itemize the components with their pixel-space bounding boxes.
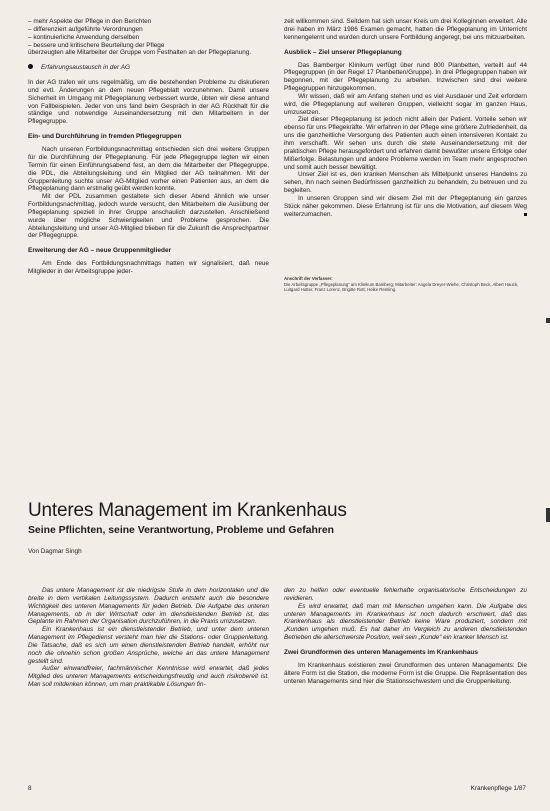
article-column-right-bottom [284, 587, 527, 685]
caption-text: Die Arbeitsgruppe „Pflegeplanung“ am Klinikum Bamberg; Mitarbeiter: Angela Dreyer-Wiehe, Christoph Beck, Albert Hauck, Luitgard Hutter, Franz Lorenz, Brigitte Rott, Heike Remling. [284, 281, 519, 292]
article-author: Von Dagmar Singh [28, 548, 82, 555]
paragraph: In der AG trafen wir uns regelmäßig, um die bestehenden Probleme zu diskutieren und evtl. Änderungen an dem neuen Pflegeblatt vorzunehmen. Damit unsere Sicherheit im Umgang mit Pflegeplanung verbessert wurde, übten wir diese anhand von Fallbeispielen. Jeder von uns fand beim Gespräch in der AG Rückhalt für die ständige und notwendige Auseinandersetzung mit den Mitarbeitern in der Pflegegruppe. [28, 79, 269, 126]
paragraph: Im Krankenhaus existieren zwei Grundformen des unteren Managements: Die ältere Form ist die Station, die moderne Form ist die Gruppe. Die Repräsentation des unteren Managements sind hier die Stationsschwestern und die Gruppenleitung. [284, 661, 527, 685]
article-title: Unteres Management im Krankenhaus [28, 500, 347, 521]
article-column-left-top [28, 18, 269, 276]
paragraph: Ein Krankenhaus ist ein dienstleistender Betrieb, und unter dem unteren Management im Pflegedienst versteht man hier die Stations- oder Gruppenleitung. Die Tatsache, daß es sich um einen dienstleistenden Betrieb handelt, erhöht nur noch die ohnehin schon großen Ansprüche, welche an das untere Management gestellt sind. [28, 626, 269, 665]
paragraph: Das untere Management ist die niedrigste Stufe in dem horizontalen und die breite in dem vertikalen Leitungssystem. Dadurch entsteht auch die besondere Wichtigkeit des unteren Managements für jeden Betrieb. Die Aufgabe des unteren Managements, ob in der Wirtschaft oder im dienstleistenden Betrieb ist, das Geplante im Rahmen der Organisation durchzuführen, in die Praxis umzusetzen. [28, 587, 269, 626]
article-column-right-top [284, 18, 527, 292]
section-heading: Zwei Grundformen des unteren Managements im Krankenhaus [284, 648, 478, 656]
caption-label: Anschrift der Verfasser: [284, 276, 333, 282]
list-item: – bessere und kritischere Beurteilung der Pflege [28, 41, 165, 49]
list-tail: überzeugten alle Mitarbeiter der Gruppe vom Festhalten an der Pflegeplanung. [28, 49, 252, 57]
paragraph: zeit willkommen sind. Seitdem hat sich unser Kreis um drei Kolleginnen erweitert. Alle drei haben im März 1986 Examen gemacht, hatten die Pflegeplanung im Unterricht kennengelernt und wurden durch unsere Fortbildung angeregt, bei uns mitzuarbeiten. [284, 18, 527, 41]
section-heading: Ein- und Durchführung in fremden Pflegegruppen [28, 133, 182, 141]
paragraph-text: In unseren Gruppen sind wir diesem Ziel mit der Pflegeplanung ein ganzes Stück näher gekommen. Diese Erfahrung ist für uns die Motivation, auf diesem Weg weiterzumachen. [284, 194, 527, 218]
list-item: – differenziert aufgeführte Verordnungen [28, 25, 143, 33]
paragraph: Das Bamberger Klinikum verfügt über rund 800 Planbetten, verteilt auf 44 Pflegegruppen (in der Regel 17 Planbetten/Gruppe). In drei Pflegegruppen haben wir begonnen, mit der Pflegeplanung zu arbeiten. Inzwischen sind drei weitere Pflegegruppen hinzugekommen. [284, 61, 527, 93]
paragraph: Am Ende des Fortbildungsnachmittags hatten wir signalisiert, daß neue Mitglieder in der Arbeitsgruppe jeder- [28, 260, 269, 276]
journal-folio: Krankenpflege 1/87 [470, 785, 526, 792]
paragraph: Ziel dieser Pflegeplanung ist jedoch nicht allein der Patient. Vorteile sehen wir ebenso für uns Pflegekräfte. Wir erfahren in der Pflege eine größere Zufriedenheit, da uns die ganzheitliche Versorgung des Patienten auch einen intensiveren Kontakt zu ihm verschafft. Wir sehen uns durch die stete Auseinandersetzung mit der praktischen Pflege herausgefordert und erfahren damit bewußter unsere Erfolge oder Mißerfolge. Belastungen und andere Probleme werden im Team mehr angesprochen und somit auch besser bewältigt. [284, 116, 527, 171]
bullet-dot-icon [28, 64, 33, 69]
paragraph: Unser Ziel ist es, den kranken Menschen als Mittelpunkt unseres Handelns zu sehen, ihn nach seinen Bedürfnissen ganzheitlich zu behandeln, zu betreuen und zu begleiten. [284, 171, 527, 195]
paragraph: den zu helfen oder eventuelle fehlerhafte organisatorische Entscheidungen zu revidieren. [284, 587, 527, 602]
scan-edge-mark [546, 508, 550, 522]
author-caption [284, 276, 527, 292]
bullet-heading [28, 64, 269, 72]
scan-edge-mark [546, 318, 550, 323]
page-number: 8 [28, 785, 32, 792]
paragraph [284, 195, 527, 219]
list-item: – mehr Aspekte der Pflege in den Berichten [28, 18, 152, 25]
paragraph: Es wird erwartet, daß man mit Menschen umgehen kann. Die Aufgabe des unteren Managements im Krankenhaus ist noch dadurch erschwert, daß das Krankenhaus als dienstleistender Betrieb keine Ware produziert, sondern mit „Kunden umgehen muß. Es hat daher im Vergleich zu anderen dienstleistenden Betrieben die allerschwerste Position, weil sein „Kunde“ ein kranker Mensch ist. [284, 602, 527, 642]
section-heading: Erweiterung der AG – neue Gruppenmitglieder [28, 247, 172, 255]
article-column-left-bottom [28, 587, 269, 689]
paragraph: Außer einwandfreier, fachmännischer Kenntnisse wird erwartet, daß jedes Mitglied des unteren Managements entscheidungsfreudig und auch risikobereit ist. Man soll mitdenken können, um man praktikable Lösungen fin- [28, 665, 269, 689]
paragraph: Nach unseren Fortbildungsnachmittag entschieden sich drei weitere Gruppen für die Durchführung der Pflegeplanung. Für jede Pflegegruppe legten wir einen Termin für einen Einführungsabend fest, an dem die Mitarbeiter der Pflegegruppe, die PDL, die Abteilungsleitung und ein Mitglied der AG teilnahmen. Mit der Gruppenleitung suchte unser AG-Mitglied vorher einen Patienten aus, an dem die Pflegeplanung dann erstmalig geübt werden konnte. [28, 146, 269, 193]
paragraph: Wir wissen, daß wir am Anfang stehen und es viel Ausdauer und Zeit erfordern wird, die Pflegeplanung auf weiteren Gruppen, vielleicht sogar im ganzen Haus, umzusetzen. [284, 92, 527, 116]
paragraph: Mit der PDL zusammen gestaltete sich dieser Abend ähnlich wie unser Fortbildungsnachmittag, jedoch wurde versucht, den Mitarbeitern die Ausübung der Pflegeplanung speziell in ihrer Gruppe anschaulich darzustellen. Anschließend wurde über mögliche Schwierigkeiten und Probleme gesprochen. Die Abteilungsleitung und unser AG-Mitglied blieben für die Zukunft die Ansprechpartner der Pflegegruppe. [28, 193, 269, 240]
bullet-heading-text: Erfahrungsaustausch in der AG [41, 64, 130, 72]
article-subtitle: Seine Pflichten, seine Verantwortung, Probleme und Gefahren [28, 525, 335, 536]
section-heading: Ausblick – Ziel unserer Pflegeplanung [284, 48, 402, 56]
list-item: – kontinuierliche Anwendung derselben [28, 33, 140, 41]
end-mark-icon [524, 213, 527, 216]
